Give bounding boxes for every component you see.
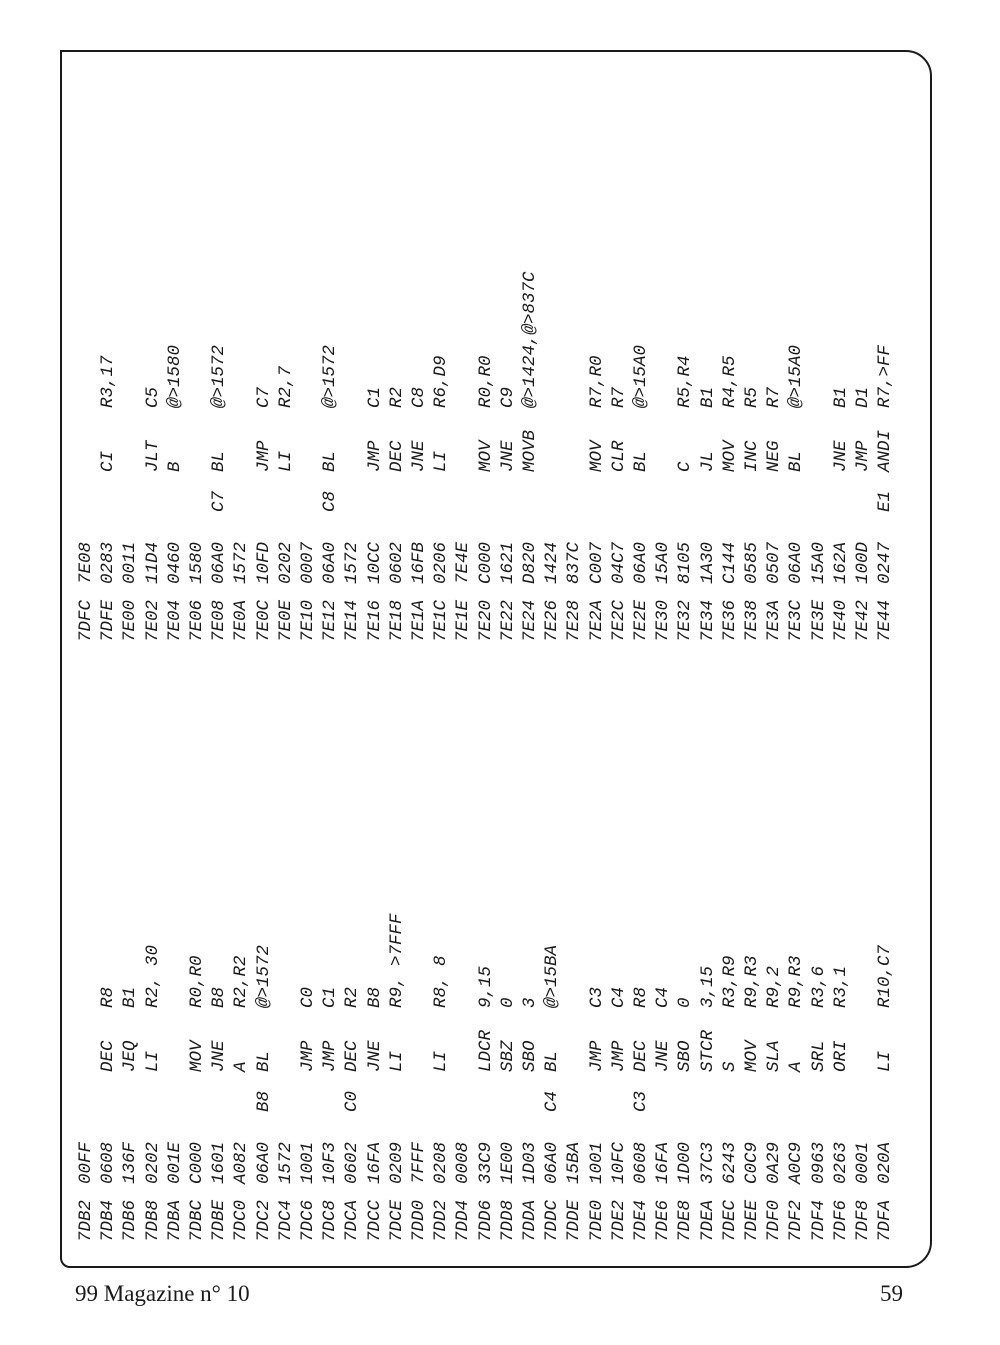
listing-op: JMP <box>320 1040 341 1072</box>
listing-arg: R2,7 <box>275 365 296 408</box>
listing-code: 0602 <box>342 1141 363 1184</box>
listing-code: 33C9 <box>475 1141 496 1184</box>
listing-op: BL <box>542 1050 563 1072</box>
listing-addr: 7E44 <box>875 599 896 642</box>
listing-op: JEQ <box>120 1040 141 1072</box>
listing-code: 1621 <box>497 541 518 584</box>
listing-code: 1A30 <box>697 541 718 584</box>
listing-op: DEC <box>98 1040 119 1072</box>
listing-addr: 7DF4 <box>808 1199 829 1242</box>
listing-code: 0283 <box>98 541 119 584</box>
listing-addr: 7E02 <box>142 599 163 642</box>
listing-addr: 7E2E <box>631 599 651 642</box>
listing-op: SBZ <box>497 1040 518 1072</box>
listing-addr: 7DCE <box>386 1199 407 1242</box>
listing-code: 1001 <box>586 1141 607 1184</box>
listing-addr: 7DC4 <box>275 1199 296 1242</box>
listing-arg: @>15A0 <box>786 344 807 408</box>
listing-arg: @>1580 <box>164 344 185 408</box>
listing-label: C3 <box>631 1090 651 1112</box>
listing-code: 16FB <box>409 541 429 584</box>
listing-addr: 7E16 <box>364 599 385 642</box>
listing-op: LI <box>275 450 296 472</box>
listing-addr: 7DFE <box>98 599 119 642</box>
listing-op: MOV <box>742 1040 762 1072</box>
listing-addr: 7E22 <box>497 599 518 642</box>
listing-label: E1 <box>875 490 896 512</box>
listing-arg: C1 <box>320 986 341 1008</box>
listing-code: 136F <box>120 1141 141 1184</box>
listing-addr: 7DEC <box>719 1199 740 1242</box>
listing-code: 020A <box>875 1141 896 1184</box>
listing-label: C4 <box>542 1090 563 1112</box>
listing-op: JNE <box>653 1040 674 1072</box>
listing-code: 1424 <box>542 541 563 584</box>
listing-arg: @>15BA <box>542 944 563 1008</box>
listing-op: JNE <box>364 1040 385 1072</box>
listing-arg: R4,R5 <box>719 355 740 408</box>
listing-op: A <box>231 1061 252 1072</box>
listing-arg: 9,15 <box>475 965 496 1008</box>
listing-code: 0007 <box>298 541 318 584</box>
listing-arg: R5,R4 <box>675 355 696 408</box>
listing-label: B8 <box>253 1090 274 1112</box>
listing-arg: B1 <box>830 386 851 408</box>
listing-arg: R3,6 <box>808 965 829 1008</box>
listing-arg: R3,R9 <box>719 955 740 1008</box>
listing-addr: 7DDA <box>520 1199 540 1242</box>
listing-op: JMP <box>298 1040 318 1072</box>
listing-code: 0008 <box>453 1141 474 1184</box>
listing-code: 0585 <box>742 541 762 584</box>
listing-arg: C1 <box>364 386 385 408</box>
listing-arg: R9,2 <box>764 965 785 1008</box>
listing-code: 0208 <box>431 1141 452 1184</box>
listing-arg: R9,R3 <box>786 955 807 1008</box>
listing-arg: 0 <box>675 997 696 1008</box>
listing-addr: 7DEE <box>742 1199 762 1242</box>
listing-addr: 7DE0 <box>586 1199 607 1242</box>
listing-code: 0507 <box>764 541 785 584</box>
listing-addr: 7DE2 <box>608 1199 629 1242</box>
listing-addr: 7DB2 <box>76 1199 96 1242</box>
listing-addr: 7DCA <box>342 1199 363 1242</box>
listing-op: MOVB <box>520 429 540 472</box>
listing-op: JNE <box>497 440 518 472</box>
listing-code: 0263 <box>830 1141 851 1184</box>
listing-op: SBO <box>520 1040 540 1072</box>
listing-op: SBO <box>675 1040 696 1072</box>
listing-code: 837C <box>564 541 585 584</box>
listing-arg: R2 <box>342 986 363 1008</box>
listing-addr: 7DB8 <box>142 1199 163 1242</box>
listing-arg: R6,D9 <box>431 355 452 408</box>
listing-addr: 7E42 <box>853 599 873 642</box>
listing-op: JMP <box>853 440 873 472</box>
listing-addr: 7DF2 <box>786 1199 807 1242</box>
listing-arg: 3 <box>520 997 540 1008</box>
listing-code: 0001 <box>853 1141 873 1184</box>
listing-arg: R7,R0 <box>586 355 607 408</box>
listing-op: JMP <box>586 1040 607 1072</box>
listing-code: 1E00 <box>497 1141 518 1184</box>
listing-code: 001E <box>164 1141 185 1184</box>
listing-addr: 7E00 <box>120 599 141 642</box>
listing-addr: 7DE8 <box>675 1199 696 1242</box>
listing-op: BL <box>209 450 230 472</box>
listing-code: 1D03 <box>520 1141 540 1184</box>
listing-op: NEG <box>764 440 785 472</box>
listing-code: 1572 <box>231 541 252 584</box>
listing-code: 0602 <box>386 541 407 584</box>
listing-addr: 7DD2 <box>431 1199 452 1242</box>
listing-arg: @>1424,@>837C <box>520 271 540 408</box>
listing-addr: 7DFA <box>875 1199 896 1242</box>
listing-addr: 7DF6 <box>830 1199 851 1242</box>
listing-arg: @>1572 <box>209 344 230 408</box>
listing-code: 162A <box>830 541 851 584</box>
listing-op: JL <box>697 450 718 472</box>
listing-op: JMP <box>253 440 274 472</box>
listing-addr: 7E12 <box>320 599 341 642</box>
page-number: 59 <box>880 1281 903 1306</box>
listing-op: LI <box>875 1050 896 1072</box>
listing-code: 15A0 <box>808 541 829 584</box>
listing-code: C144 <box>719 541 740 584</box>
listing-op: S <box>719 1061 740 1072</box>
listing-code: 1001 <box>298 1141 318 1184</box>
listing-op: ANDI <box>875 429 896 472</box>
listing-code: 16FA <box>364 1141 385 1184</box>
listing-op: ORI <box>830 1040 851 1072</box>
listing-label: C7 <box>209 490 230 512</box>
listing-op: JNE <box>209 1040 230 1072</box>
listing-arg: C3 <box>586 986 607 1008</box>
listing-arg: C9 <box>497 386 518 408</box>
listing-op: BL <box>786 450 807 472</box>
listing-code: 06A0 <box>631 541 651 584</box>
listing-code: 7E4E <box>453 541 474 584</box>
listing-arg: C4 <box>608 986 629 1008</box>
listing-addr: 7E20 <box>475 599 496 642</box>
listing-addr: 7E38 <box>742 599 762 642</box>
listing-code: 1572 <box>342 541 363 584</box>
listing-op: BL <box>631 450 651 472</box>
listing-arg: R2,R2 <box>231 955 252 1008</box>
listing-label: C0 <box>342 1090 363 1112</box>
listing-addr: 7E0E <box>275 599 296 642</box>
listing-code: 7FFF <box>409 1141 429 1184</box>
listing-code: 1580 <box>187 541 207 584</box>
listing-addr: 7DC2 <box>253 1199 274 1242</box>
listing-code: 10FC <box>608 1141 629 1184</box>
listing-arg: R0,R0 <box>475 355 496 408</box>
listing-code: 0608 <box>631 1141 651 1184</box>
listing-code: 1601 <box>209 1141 230 1184</box>
listing-code: 8105 <box>675 541 696 584</box>
listing-op: BL <box>253 1050 274 1072</box>
listing-addr: 7DEA <box>697 1199 718 1242</box>
listing-arg: B8 <box>364 986 385 1008</box>
listing-arg: B1 <box>120 986 141 1008</box>
listing-code: 1D00 <box>675 1141 696 1184</box>
listing-op: MOV <box>475 440 496 472</box>
listing-op: JNE <box>409 440 429 472</box>
listing-code: 0209 <box>386 1141 407 1184</box>
listing-op: JLT <box>142 440 163 472</box>
listing-arg: 0 <box>497 997 518 1008</box>
listing-code: 06A0 <box>253 1141 274 1184</box>
listing-arg: R7 <box>608 386 629 408</box>
listing-addr: 7E04 <box>164 599 185 642</box>
listing-addr: 7DBE <box>209 1199 230 1242</box>
listing-code: 04C7 <box>608 541 629 584</box>
listing-op: MOV <box>719 440 740 472</box>
listing-addr: 7E08 <box>209 599 230 642</box>
listing-arg: B1 <box>697 386 718 408</box>
listing-addr: 7E0A <box>231 599 252 642</box>
listing-addr: 7E18 <box>386 599 407 642</box>
listing-op: LI <box>386 1050 407 1072</box>
listing-code: 10FD <box>253 541 274 584</box>
listing-op: SRL <box>808 1040 829 1072</box>
listing-op: A <box>786 1061 807 1072</box>
listing-code: 0247 <box>875 541 896 584</box>
listing-code: C0C9 <box>742 1141 762 1184</box>
listing-op: DEC <box>631 1040 651 1072</box>
assembly-listing <box>68 58 896 1258</box>
listing-code: 0206 <box>431 541 452 584</box>
listing-addr: 7E1C <box>431 599 452 642</box>
listing-arg: R2, 30 <box>142 944 163 1008</box>
listing-arg: R9, >7FFF <box>386 913 407 1008</box>
listing-addr: 7E1E <box>453 599 474 642</box>
listing-addr: 7DFC <box>76 599 96 642</box>
listing-op: BL <box>320 450 341 472</box>
listing-code: C007 <box>586 541 607 584</box>
listing-code: 6243 <box>719 1141 740 1184</box>
listing-code: C000 <box>187 1141 207 1184</box>
listing-op: LI <box>431 1050 452 1072</box>
listing-addr: 7DBC <box>187 1199 207 1242</box>
listing-addr: 7DD6 <box>475 1199 496 1242</box>
listing-addr: 7DC0 <box>231 1199 252 1242</box>
listing-code: 11D4 <box>142 541 163 584</box>
listing-addr: 7DD0 <box>409 1199 429 1242</box>
listing-op: JMP <box>608 1040 629 1072</box>
listing-op: INC <box>742 440 762 472</box>
listing-op: LDCR <box>475 1029 496 1072</box>
listing-addr: 7DE6 <box>653 1199 674 1242</box>
listing-code: 0A29 <box>764 1141 785 1184</box>
listing-arg: R7 <box>764 386 785 408</box>
listing-addr: 7DD4 <box>453 1199 474 1242</box>
listing-addr: 7DC6 <box>298 1199 318 1242</box>
listing-code: 06A0 <box>209 541 230 584</box>
listing-arg: R8, 8 <box>431 955 452 1008</box>
listing-code: 15BA <box>564 1141 585 1184</box>
listing-addr: 7E3E <box>808 599 829 642</box>
listing-arg: R8 <box>631 986 651 1008</box>
listing-code: C000 <box>475 541 496 584</box>
listing-code: A0C9 <box>786 1141 807 1184</box>
listing-addr: 7DC8 <box>320 1199 341 1242</box>
listing-addr: 7E0C <box>253 599 274 642</box>
listing-addr: 7DB4 <box>98 1199 119 1242</box>
listing-code: 16FA <box>653 1141 674 1184</box>
listing-code: 0202 <box>275 541 296 584</box>
listing-addr: 7E06 <box>187 599 207 642</box>
listing-addr: 7E10 <box>298 599 318 642</box>
listing-code: 0963 <box>808 1141 829 1184</box>
listing-code: 0202 <box>142 1141 163 1184</box>
listing-code: 0011 <box>120 541 141 584</box>
listing-op: JNE <box>830 440 851 472</box>
listing-addr: 7DF8 <box>853 1199 873 1242</box>
listing-op: JMP <box>364 440 385 472</box>
listing-arg: D1 <box>853 386 873 408</box>
listing-code: 06A0 <box>320 541 341 584</box>
listing-addr: 7DB6 <box>120 1199 141 1242</box>
listing-arg: R7,>FF <box>875 344 896 408</box>
listing-addr: 7E3A <box>764 599 785 642</box>
listing-addr: 7E14 <box>342 599 363 642</box>
listing-label: C8 <box>320 490 341 512</box>
listing-arg: 3,15 <box>697 965 718 1008</box>
listing-code: 15A0 <box>653 541 674 584</box>
listing-op: C <box>675 461 696 472</box>
listing-addr: 7E28 <box>564 599 585 642</box>
listing-code: 10CC <box>364 541 385 584</box>
listing-arg: C8 <box>409 386 429 408</box>
listing-addr: 7E40 <box>830 599 851 642</box>
listing-arg: R2 <box>386 386 407 408</box>
listing-op: LI <box>431 450 452 472</box>
listing-addr: 7E2C <box>608 599 629 642</box>
listing-addr: 7DF0 <box>764 1199 785 1242</box>
listing-code: 100D <box>853 541 873 584</box>
listing-code: 10F3 <box>320 1141 341 1184</box>
listing-addr: 7DE4 <box>631 1199 651 1242</box>
listing-addr: 7E3C <box>786 599 807 642</box>
listing-arg: C0 <box>298 986 318 1008</box>
listing-addr: 7DDE <box>564 1199 585 1242</box>
listing-op: MOV <box>187 1040 207 1072</box>
listing-op: B <box>164 461 185 472</box>
listing-arg: @>1572 <box>253 944 274 1008</box>
listing-code: 00FF <box>76 1141 96 1184</box>
listing-op: STCR <box>697 1029 718 1072</box>
listing-arg: C7 <box>253 386 274 408</box>
listing-arg: C4 <box>653 986 674 1008</box>
listing-arg: B8 <box>209 986 230 1008</box>
listing-addr: 7E1A <box>409 599 429 642</box>
listing-addr: 7DCC <box>364 1199 385 1242</box>
listing-arg: R10,C7 <box>875 944 896 1008</box>
listing-arg: R9,R3 <box>742 955 762 1008</box>
listing-arg: C5 <box>142 386 163 408</box>
listing-code: D820 <box>520 541 540 584</box>
listing-code: 06A0 <box>542 1141 563 1184</box>
listing-code: 0460 <box>164 541 185 584</box>
listing-addr: 7DBA <box>164 1199 185 1242</box>
listing-op: MOV <box>586 440 607 472</box>
listing-arg: @>1572 <box>320 344 341 408</box>
listing-arg: R5 <box>742 386 762 408</box>
listing-addr: 7E36 <box>719 599 740 642</box>
listing-addr: 7E24 <box>520 599 540 642</box>
listing-arg: R3,1 <box>830 965 851 1008</box>
listing-arg: R8 <box>98 986 119 1008</box>
listing-addr: 7DD8 <box>497 1199 518 1242</box>
listing-addr: 7E26 <box>542 599 563 642</box>
listing-op: CI <box>98 450 119 472</box>
listing-addr: 7E30 <box>653 599 674 642</box>
publication-title: 99 Magazine n° 10 <box>75 1281 250 1306</box>
listing-op: CLR <box>608 440 629 472</box>
listing-addr: 7E32 <box>675 599 696 642</box>
listing-addr: 7E2A <box>586 599 607 642</box>
listing-arg: @>15A0 <box>631 344 651 408</box>
listing-code: 1572 <box>275 1141 296 1184</box>
listing-code: 37C3 <box>697 1141 718 1184</box>
listing-code: 7E08 <box>76 541 96 584</box>
listing-code: A082 <box>231 1141 252 1184</box>
listing-arg: R0,R0 <box>187 955 207 1008</box>
listing-addr: 7E34 <box>697 599 718 642</box>
listing-code: 06A0 <box>786 541 807 584</box>
listing-op: LI <box>142 1050 163 1072</box>
listing-code: 0608 <box>98 1141 119 1184</box>
listing-op: SLA <box>764 1040 785 1072</box>
listing-arg: R3,17 <box>98 355 119 408</box>
listing-addr: 7DDC <box>542 1199 563 1242</box>
listing-op: DEC <box>386 440 407 472</box>
listing-op: DEC <box>342 1040 363 1072</box>
